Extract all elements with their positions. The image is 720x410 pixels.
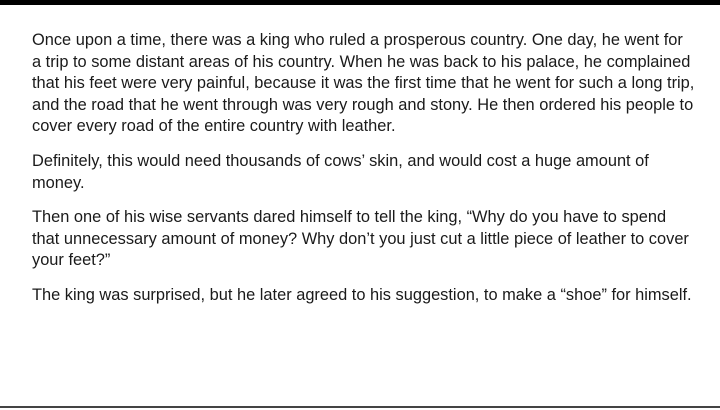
top-border (0, 0, 720, 5)
paragraph-3: Then one of his wise servants dared himself to tell the king, “Why do you have to spend that unnecessary amount of money? Why don’t you just cut a little piece of leather to cover your feet?” (32, 208, 689, 270)
paragraph-1: Once upon a time, there was a king who ruled a prosperous country. One day, he went for a trip to some distant areas of his country. When he was back to his palace, he complained that his feet were very painful, because it was the first time that he went for such a long trip, and the road that he went through was very rough and stony. He then ordered his people to cover every road of the entire country with leather. (32, 31, 695, 136)
bottom-border (0, 406, 720, 408)
story-text (32, 30, 696, 320)
paragraph-2: Definitely, this would need thousands of cows’ skin, and would cost a huge amount of money. (32, 151, 649, 192)
paragraph-4: The king was surprised, but he later agreed to his suggestion, to make a “shoe” for himself. (32, 285, 692, 304)
